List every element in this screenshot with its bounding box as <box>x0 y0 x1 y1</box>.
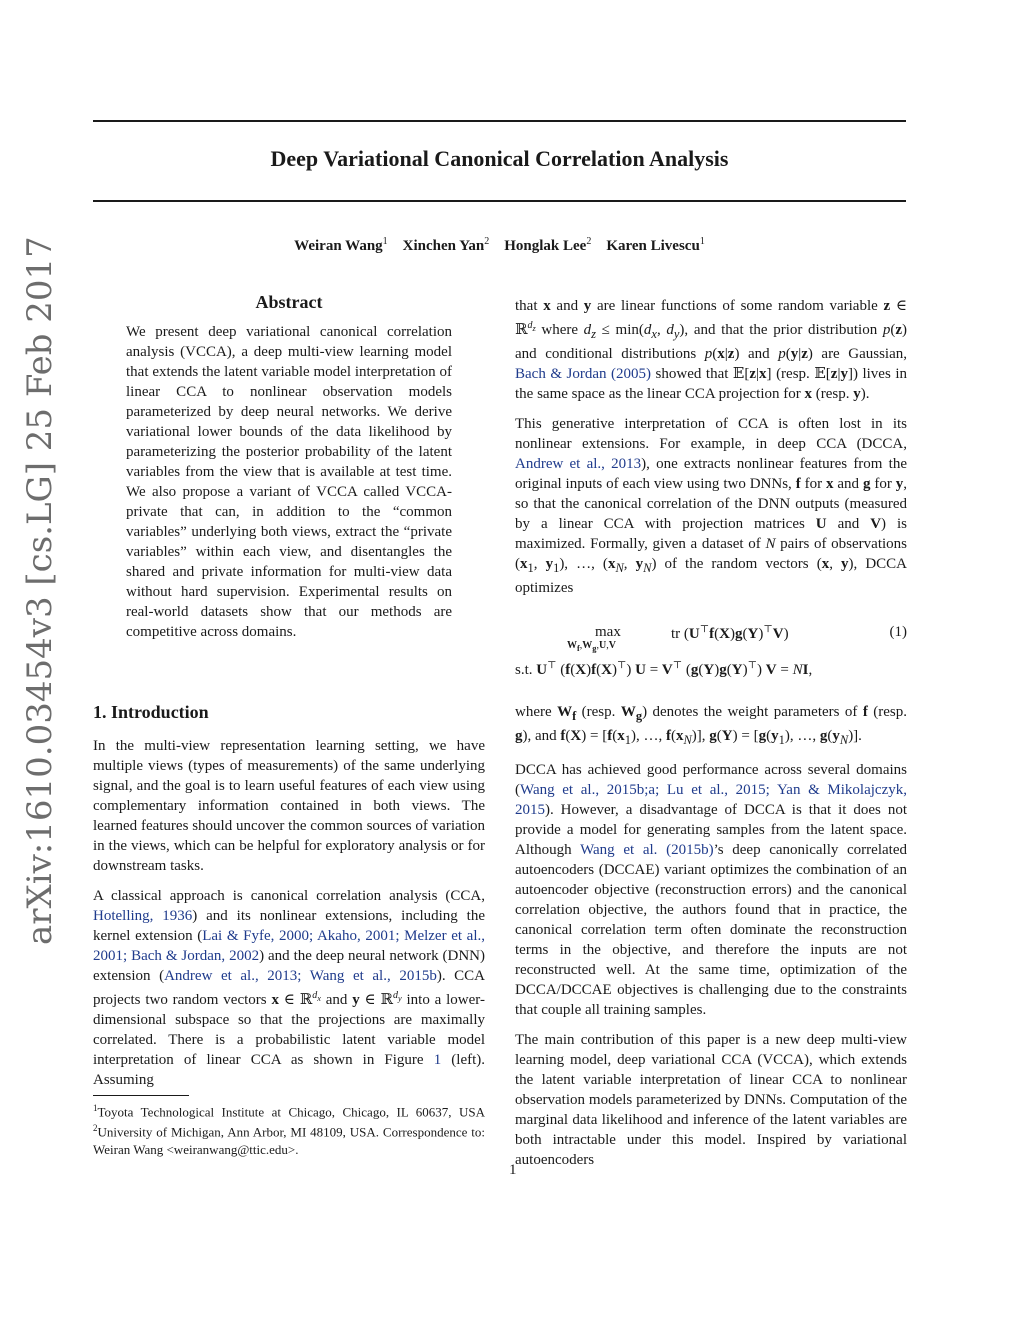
citation-link[interactable]: Andrew et al., 2013; Wang et al., 2015b <box>164 968 437 984</box>
intro-paragraph-1: In the multi-view representation learning setting, we have multiple views (types of measurements) of the same underlying signal, and the goal is to learn useful features of each view using complementary information contained in both views. The learned features should uncover the common sources of variation in the views, which can be helpful for exploratory analysis or for downstream tasks. <box>93 738 485 874</box>
paragraph-contribution: The main contribution of this paper is a new deep multi-view learning model, deep variational CCA (VCCA), which extends the latent variable interpretation of linear CCA to nonlinear observation models parameterized by DNNs. Computation of the marginal data likelihood and inference of the latent variables are both intractable under this model. Inspired by variational autoencoders <box>515 1032 907 1168</box>
author-list: Weiran Wang$^1$ Xinchen Yan$^2$ Honglak Lee$^2$ Karen Livescu$^1$ <box>294 236 705 254</box>
citation-link[interactable]: Wang et al. (2015b) <box>580 842 714 858</box>
footnote: $^1$Toyota Technological Institute at Chicago, Chicago, IL 60637, USA $^2$University of Michigan, Ann Arbor, MI 48109, USA. Correspondence to: Weiran Wang <weiranwang@ttic.edu>. <box>93 1103 485 1157</box>
right-column-bottom <box>515 702 907 1180</box>
line-number-mark: 1 <box>509 1162 517 1178</box>
abstract-text: We present deep variational canonical correlation analysis (VCCA), a deep multi-view learning model that extends the latent variable model interpretation of linear CCA to nonlinear observation models parameterized by deep neural networks. We derive variational lower bounds of the data likelihood by parameterizing the posterior probability of the latent variables from the view that is available at test time. We also propose a variant of VCCA called VCCA-private that can, in addition to the “common variables” underlying both views, extract the “private variables” within each view, and disentangles the shared and private information for multi-view data without hard supervision. Experimental results on real-world datasets show that our methods are competitive across domains. <box>126 324 452 640</box>
citation-link[interactable]: Andrew et al., 2013 <box>515 456 642 472</box>
figure-link[interactable]: 1 <box>433 1052 442 1068</box>
right-column-top <box>515 296 907 608</box>
citation-link[interactable]: Lai & Fyfe, 2000; Akaho, 2001; Melzer et al., 2001; Bach & Jordan, 2002 <box>93 928 485 964</box>
abstract-heading: Abstract <box>255 292 323 312</box>
paragraph-dcca: This generative interpretation of CCA is often lost in its nonlinear extensions. For example, in deep CCA (DCCA, Andrew et al., 2013), one extracts nonlinear features from the original inputs of each view using two DNNs, f for x and g for y, so that the canonical correlation of the DNN outputs (measured by a linear CCA with projection matrices U and V) is maximized. Formally, given a dataset of N pairs of observations ($x_1$, $y_1$), …, ($x_N$, $y_N$) of the random vectors (x, y), DCCA optimizes <box>515 416 908 596</box>
intro-body <box>93 736 485 1100</box>
author-name: Karen Livescu <box>606 238 700 254</box>
top-rule <box>93 120 906 122</box>
equation-number: (1) <box>889 624 907 640</box>
paragraph-dcca-performance: DCCA has achieved good performance across several domains (Wang et al., 2015b;a; Lu et al., 2015; Yan & Mikolajczyk, 2015). However, a disadvantage of DCCA is that it does not provide a model for generating samples from the latent space. Although Wang et al. (2015b)’s deep canonically correlated autoencoders (DCCAE) variant optimizes the combination of an autoencoder objective (reconstruction errors) and the canonical correlation objective, the authors found that in practice, the canonical correlation term often dominate the reconstruction terms in the objective, and therefore the inputs are not reconstructed well. At the same time, optimization of the DCCA/DCCAE objectives is challenging due to the constraints that couple all training samples. <box>515 762 907 1018</box>
section-heading-introduction: 1. Introduction <box>93 702 209 722</box>
equation-1-constraint: s.t. U⊤ (f(X)f(X)⊤) U = V⊤ (g(Y)g(Y)⊤) V = NI, <box>515 660 813 678</box>
author-name: Honglak Lee <box>504 238 587 254</box>
footnote-rule <box>93 1095 189 1096</box>
citation-link[interactable]: Hotelling, 1936 <box>93 908 193 924</box>
paper-title: Deep Variational Canonical Correlation Analysis <box>270 146 729 171</box>
equation-1: max $W_f,W_g,U,V$ tr (U⊤f(X)g(Y)⊤V) (1) <box>567 624 907 653</box>
title-bottom-rule <box>93 200 906 202</box>
author-name: Xinchen Yan <box>402 238 485 254</box>
arxiv-identifier: arXiv:1610.03454v3 [cs.LG] 25 Feb 2017 <box>20 236 60 945</box>
citation-link[interactable]: Bach & Jordan (2005) <box>515 366 652 382</box>
author-name: Weiran Wang <box>294 238 383 254</box>
citation-link[interactable]: Wang et al., 2015b;a; Lu et al., 2015; Yan & Mikolajczyk, 2015 <box>515 782 907 818</box>
intro-paragraph-2: A classical approach is canonical correlation analysis (CCA, Hotelling, 1936) and its nonlinear extensions, including the kernel extension (Lai & Fyfe, 2000; Akaho, 2001; Melzer et al., 2001; Bach & Jordan, 2002) and the deep neural network (DNN) extension (Andrew et al., 2013; Wang et al., 2015b). CCA projects two random vectors x ∈ ℝ$^{d_x}$ and y ∈ ℝ$^{d_y}$ into a lower-dimensional subspace so that the projections are maximally correlated. There is a probabilistic latent variable model interpretation of linear CCA as shown in Figure 1 (left). Assuming <box>93 888 486 1088</box>
paragraph-assumption: that x and y are linear functions of some random variable z ∈ ℝ$^{d_z}$ where $d_z \le \min(d_x$, $d_y$), and that the prior distribution p(z) and conditional distributions p(x|z) and p(y|z) are Gaussian, Bach & Jordan (2005) showed that 𝔼[z|x] (resp. 𝔼[z|y]) lives in the same space as the linear CCA projection for x (resp. y). <box>515 298 908 402</box>
paragraph-where: where $W_f$ (resp. $W_g$) denotes the weight parameters of f (resp. g), and $f(X) = [f(x_1)$, …, $f(x_N)$], $g(Y) = [g(y_1)$, …, $g(y_N)$]. <box>515 704 907 747</box>
